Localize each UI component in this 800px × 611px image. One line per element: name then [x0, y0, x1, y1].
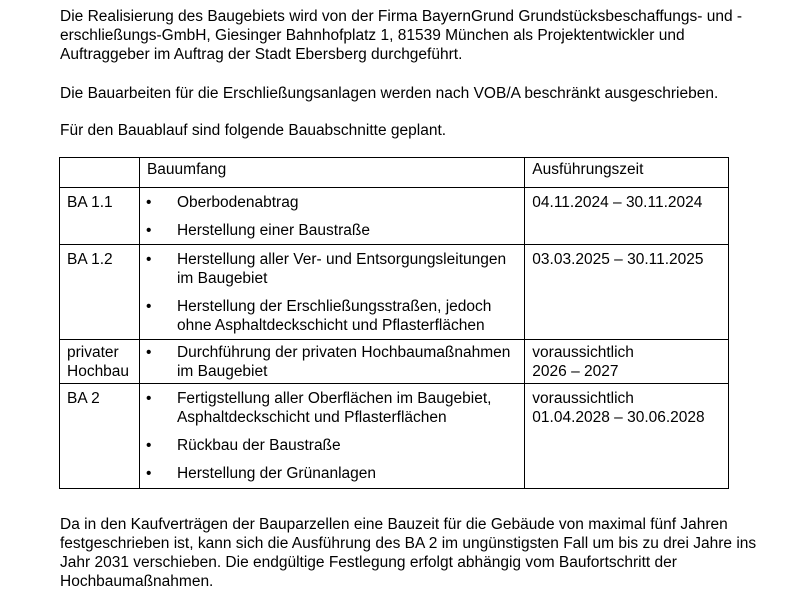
- section-label: privater: [67, 344, 119, 361]
- time-text: voraussichtlich: [532, 390, 634, 407]
- time-text: 03.03.2025 – 30.11.2025: [532, 251, 704, 268]
- bullet-icon: •: [145, 251, 152, 268]
- list-item: [140, 464, 524, 483]
- table-header-row: [60, 158, 729, 188]
- list-item: [140, 193, 524, 212]
- list-item: [140, 221, 524, 240]
- time-text: 01.04.2028 – 30.06.2028: [532, 409, 705, 426]
- section-cell: [60, 188, 140, 245]
- scope-item-text: Herstellung der Erschließungsstraßen, jedoch ohne Asphaltdeckschicht und Pflasterflächen: [176, 298, 492, 334]
- closing-paragraph: Da in den Kaufverträgen der Bauparzellen eine Bauzeit für die Gebäude von maximal fünf Jahren festgeschrieben ist, kann sich die Ausführung des BA 2 im ungünstigsten Fall um bis zu drei Jahre ins Jahr 2031 verschieben. Die endgültige Festlegung erfolgt abhängig vom Baufortschritt der Hochbaumaßnahmen.: [60, 516, 757, 590]
- time-cell: [525, 384, 729, 489]
- construction-phases-table: [59, 157, 729, 489]
- time-text: voraussichtlich: [532, 344, 634, 361]
- scope-item-text: Herstellung aller Ver- und Entsorgungsleitungen im Baugebiet: [176, 251, 507, 287]
- time-cell: [525, 340, 729, 384]
- plan-paragraph: Für den Bauablauf sind folgende Bauabschnitte geplant.: [60, 122, 447, 139]
- scope-cell: [139, 188, 524, 245]
- scope-item-text: Durchführung der privaten Hochbaumaßnahmen im Baugebiet: [176, 344, 511, 380]
- scope-list: [140, 245, 524, 339]
- bullet-icon: •: [145, 222, 152, 239]
- header-scope: Bauumfang: [139, 158, 524, 188]
- header-time: Ausführungszeit: [525, 158, 729, 188]
- bullet-icon: •: [145, 465, 152, 482]
- scope-list: [140, 384, 524, 488]
- bullet-icon: •: [145, 344, 152, 361]
- scope-cell: [139, 384, 524, 489]
- scope-item-text: Herstellung einer Baustraße: [176, 222, 370, 239]
- section-label: BA 1.2: [67, 251, 113, 268]
- scope-item-text: Herstellung der Grünanlagen: [176, 465, 376, 482]
- section-cell: [60, 384, 140, 489]
- table-row: [60, 384, 729, 489]
- bullet-icon: •: [145, 298, 152, 315]
- scope-cell: [139, 245, 524, 340]
- scope-cell: [139, 340, 524, 384]
- scope-item-text: Rückbau der Baustraße: [176, 437, 341, 454]
- time-cell: [525, 245, 729, 340]
- scope-list: [140, 340, 524, 383]
- time-text: 2026 – 2027: [532, 363, 619, 380]
- list-item: [140, 436, 524, 455]
- scope-item-text: Fertigstellung aller Oberflächen im Baugebiet, Asphaltdeckschicht und Pflasterflächen: [176, 390, 492, 426]
- time-cell: [525, 188, 729, 245]
- bullet-icon: •: [145, 437, 152, 454]
- section-label: BA 2: [67, 390, 100, 407]
- section-cell: [60, 245, 140, 340]
- list-item: [140, 343, 524, 381]
- list-item: [140, 250, 524, 288]
- table-row: [60, 340, 729, 384]
- scope-list: [140, 188, 524, 244]
- table-row: [60, 188, 729, 245]
- section-label: Hochbau: [67, 363, 130, 380]
- header-section: [60, 158, 140, 188]
- table-row: [60, 245, 729, 340]
- section-cell: [60, 340, 140, 384]
- intro-paragraph: Die Realisierung des Baugebiets wird von der Firma BayernGrund Grundstücksbeschaffungs- und -erschließungs-GmbH, Giesinger Bahnhofplatz 1, 81539 München als Projektentwickler und Auftraggeber im Auftrag der Stadt Ebersberg durchgeführt.: [60, 8, 743, 63]
- scope-item-text: Oberbodenabtrag: [176, 194, 299, 211]
- list-item: [140, 389, 524, 427]
- vob-paragraph: Die Bauarbeiten für die Erschließungsanlagen werden nach VOB/A beschränkt ausgeschrieben.: [60, 85, 719, 102]
- time-text: 04.11.2024 – 30.11.2024: [532, 194, 703, 211]
- bullet-icon: •: [145, 390, 152, 407]
- section-label: BA 1.1: [67, 194, 113, 211]
- list-item: [140, 297, 524, 335]
- bullet-icon: •: [145, 194, 152, 211]
